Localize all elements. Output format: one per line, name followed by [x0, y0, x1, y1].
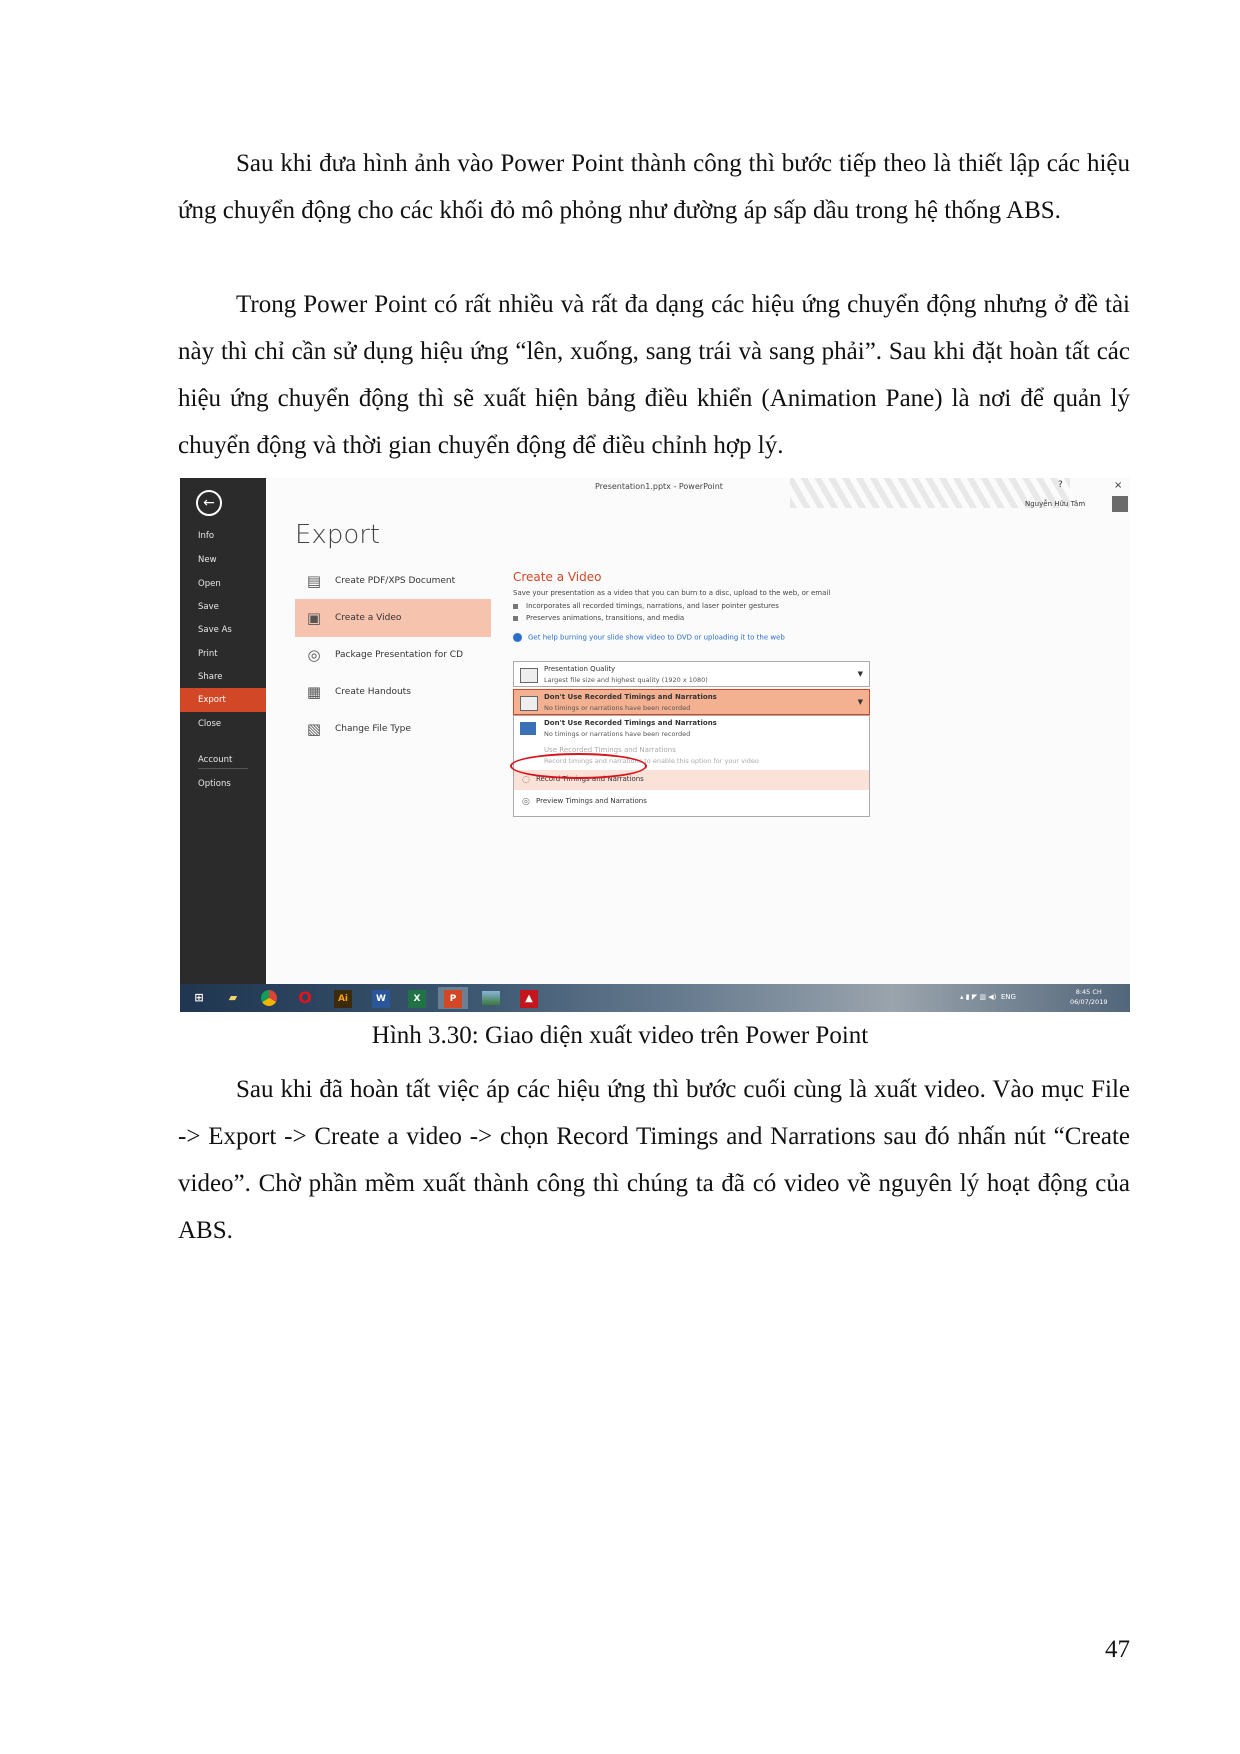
preview-icon: ◎: [522, 797, 530, 807]
backstage-sidebar: [180, 478, 266, 984]
export-item-label: Create PDF/XPS Document: [335, 576, 456, 586]
create-video-title: Create a Video: [513, 570, 602, 584]
export-pdf-xps[interactable]: [295, 562, 491, 600]
menu-item-dont-use[interactable]: [514, 716, 869, 742]
photos-icon[interactable]: [476, 987, 506, 1009]
export-item-label: Package Presentation for CD: [335, 650, 463, 660]
figure-caption: Hình 3.30: Giao diện xuất video trên Power Point: [371, 1022, 869, 1049]
create-video-bullet: Incorporates all recorded timings, narrations, and laser pointer gestures: [513, 602, 779, 610]
windows-taskbar: [180, 984, 1130, 1012]
taskbar-clock[interactable]: [1070, 987, 1107, 1007]
timings-dropdown[interactable]: [513, 689, 870, 715]
avatar[interactable]: [1112, 496, 1128, 512]
help-link-text: Get help burning your slide show video to DVD or uploading it to the web: [528, 633, 785, 642]
speaker-icon: [520, 696, 538, 711]
export-title: Export: [295, 520, 381, 550]
export-create-video[interactable]: [295, 599, 491, 637]
cd-icon: ◎: [307, 646, 321, 664]
excel-icon[interactable]: X: [408, 990, 426, 1008]
backstage-open[interactable]: Open: [198, 579, 221, 589]
menu-item-title: Preview Timings and Narrations: [536, 797, 647, 805]
quality-subtitle: Largest file size and highest quality (1920 x 1080): [544, 676, 708, 684]
speaker-icon: [520, 722, 536, 735]
monitor-icon: [520, 668, 538, 683]
quality-dropdown[interactable]: [513, 661, 870, 687]
record-icon: ◌: [522, 775, 530, 785]
menu-item-title: Use Recorded Timings and Narrations: [544, 746, 676, 754]
powerpoint-screenshot: [180, 478, 1130, 1012]
quality-title: Presentation Quality: [544, 665, 616, 673]
backstage-account[interactable]: Account: [198, 755, 233, 765]
arrow-left-icon[interactable]: ←: [196, 490, 222, 516]
file-explorer-icon[interactable]: ▰: [228, 991, 238, 1004]
menu-item-preview-timings[interactable]: [514, 792, 869, 812]
backstage-options[interactable]: Options: [198, 779, 231, 789]
handouts-icon: ▦: [306, 683, 322, 701]
export-create-handouts[interactable]: [295, 673, 491, 711]
page-number: 47: [1105, 1636, 1130, 1663]
paragraph-export: Sau khi đã hoàn tất việc áp các hiệu ứng thì bước cuối cùng là xuất video. Vào mục File -> Export -> Create a video -> chọn Record Timings and Narrations sau đó nhấn nút “Create video”. Chờ phần mềm xuất thành công thì chúng ta đã có video về nguyên lý hoạt động của ABS.: [178, 1076, 1130, 1244]
export-item-label: Create Handouts: [335, 687, 411, 697]
menu-item-subtitle: No timings or narrations have been recorded: [544, 730, 691, 738]
export-item-label: Change File Type: [335, 724, 411, 734]
backstage-print[interactable]: Print: [198, 649, 218, 659]
paragraph-animation: Trong Power Point có rất nhiều và rất đa dạng các hiệu ứng chuyển động nhưng ở đề tài này thì chỉ cần sử dụng hiệu ứng “lên, xuống, sang trái và sang phải”. Sau khi đặt hoàn tất các hiệu ứng chuyển động thì sẽ xuất hiện bảng điều khiển (Animation Pane) là nơi để quản lý chuyển động và thời gian chuyển động để điều chỉnh hợp lý.: [178, 291, 1130, 459]
backstage-close[interactable]: Close: [198, 719, 222, 729]
window-title: Presentation1.pptx - PowerPoint: [595, 482, 723, 491]
file-type-icon: ▧: [306, 720, 322, 738]
backstage-info[interactable]: Info: [198, 531, 215, 541]
word-icon[interactable]: W: [372, 990, 390, 1008]
windows-start-icon[interactable]: ⊞: [194, 991, 204, 1004]
help-button[interactable]: ?: [1058, 480, 1063, 490]
pdf-document-icon: ▤: [306, 572, 322, 590]
backstage-new[interactable]: New: [198, 555, 217, 565]
system-tray[interactable]: ▴ ▮ ◤ ▥ ◀) ENG: [960, 993, 1016, 1001]
chevron-down-icon: ▼: [857, 698, 863, 706]
clock-date: 06/07/2019: [1070, 998, 1108, 1006]
export-package-cd[interactable]: [295, 636, 491, 674]
illustrator-icon[interactable]: Ai: [334, 990, 352, 1008]
help-icon: [513, 633, 522, 642]
powerpoint-icon[interactable]: P: [444, 990, 462, 1008]
chrome-icon[interactable]: [254, 987, 284, 1009]
create-video-bullet: Preserves animations, transitions, and media: [513, 614, 684, 622]
export-item-label: Create a Video: [335, 613, 402, 623]
highlight-circle: [510, 753, 647, 779]
paragraph-intro: Sau khi đưa hình ảnh vào Power Point thành công thì bước tiếp theo là thiết lập các hiệu ứng chuyển động cho các khối đỏ mô phỏng như đường áp sấp dầu trong hệ thống ABS.: [178, 150, 1130, 224]
close-button[interactable]: ×: [1114, 480, 1123, 491]
menu-item-title: Don't Use Recorded Timings and Narrations: [544, 719, 717, 727]
create-video-description: Save your presentation as a video that you can burn to a disc, upload to the web, or email: [513, 589, 831, 597]
user-name[interactable]: Nguyễn Hữu Tâm: [1025, 500, 1086, 508]
timings-title: Don't Use Recorded Timings and Narrations: [544, 693, 717, 701]
chevron-down-icon: ▼: [857, 670, 863, 678]
timings-subtitle: No timings or narrations have been recorded: [544, 704, 691, 712]
acrobat-icon[interactable]: ▲: [514, 987, 544, 1009]
export-change-file-type[interactable]: [295, 710, 491, 748]
language-indicator[interactable]: ENG: [1000, 993, 1016, 1001]
menu-item-title: Record Timings and Narrations: [536, 775, 644, 783]
help-link[interactable]: [513, 633, 785, 642]
opera-icon[interactable]: O: [298, 988, 312, 1007]
video-icon: ▣: [306, 609, 322, 627]
backstage-export[interactable]: Export: [180, 688, 266, 712]
backstage-save[interactable]: Save: [198, 602, 219, 612]
backstage-share[interactable]: Share: [198, 672, 223, 682]
clock-time: 8:45 CH: [1075, 988, 1102, 996]
menu-item-subtitle: Record timings and narrations to enable this option for your video: [544, 757, 759, 765]
backstage-save-as[interactable]: Save As: [198, 625, 232, 635]
